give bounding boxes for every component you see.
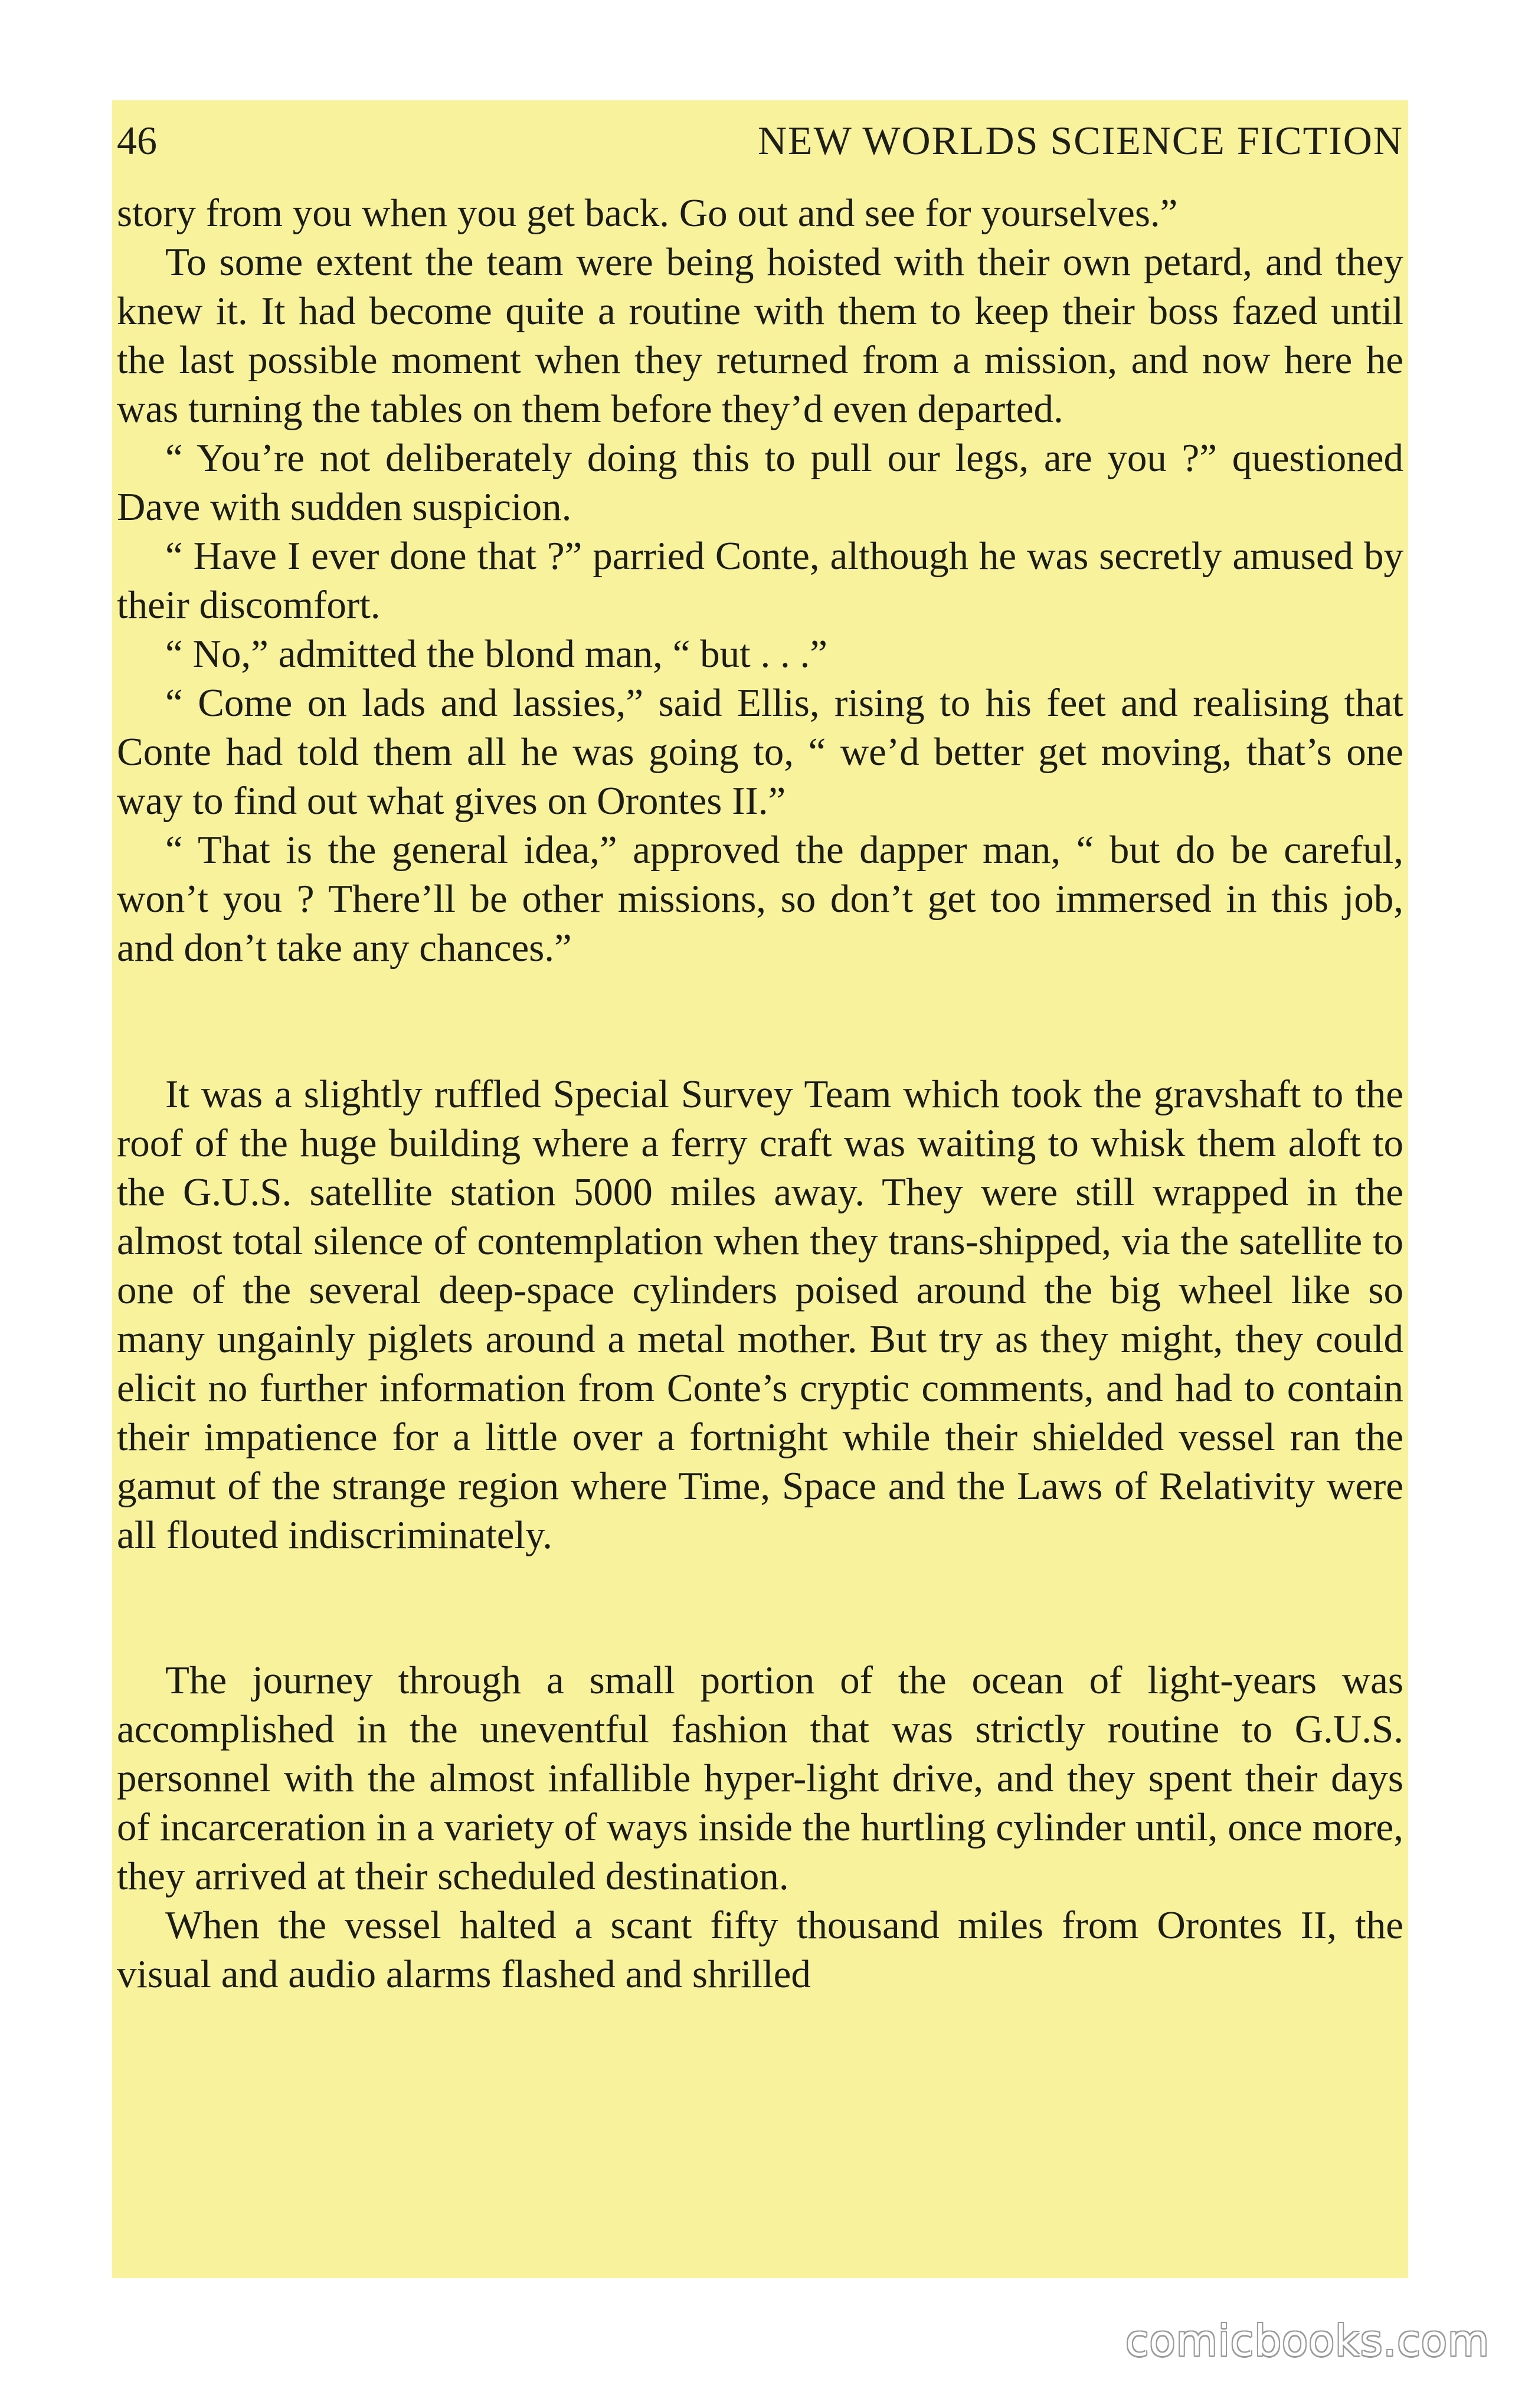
- section-break: [117, 1560, 1403, 1656]
- story-text: [117, 189, 1403, 1999]
- paragraph: story from you when you get back. Go out and see for yourselves.”: [117, 191, 1178, 235]
- paragraph: “ Have I ever done that ?” parried Conte, although he was secretly amused by their discomfort.: [117, 534, 1403, 627]
- page-number: 46: [117, 118, 157, 163]
- running-title: NEW WORLDS SCIENCE FICTION: [757, 118, 1403, 163]
- section-break: [117, 973, 1403, 1070]
- paragraph: It was a slightly ruffled Special Survey Team which took the gravshaft to the roof of the huge building where a ferry craft was waiting to whisk them aloft to the G.U.S. satellite station 5000 miles away. They were still wrapped in the almost total silence of contemplation when they trans-shipped, via the satellite to one of the several deep-space cylinders poised around the big wheel like so many ungainly piglets around a metal mother. But try as they might, they could elicit no further information from Conte’s cryptic comments, and had to contain their impatience for a little over a fortnight while their shielded vessel ran the gamut of the strange region where Time, Space and the Laws of Relativity were all flouted indiscriminately.: [117, 1072, 1403, 1557]
- paragraph: “ You’re not deliberately doing this to pull our legs, are you ?” questioned Dave with sudden suspicion.: [117, 436, 1403, 529]
- paragraph: “ Come on lads and lassies,” said Ellis, rising to his feet and realising that Conte had told them all he was going to, “ we’d better get moving, that’s one way to find out what gives on Orontes II.”: [117, 681, 1403, 823]
- paragraph: “ No,” admitted the blond man, “ but . . .”: [165, 632, 827, 676]
- book-page: [112, 100, 1408, 2278]
- site-watermark: comicbooks.com: [1125, 2316, 1490, 2366]
- page-header: [117, 105, 1403, 176]
- paragraph: “ That is the general idea,” approved the dapper man, “ but do be careful, won’t you ? There’ll be other missions, so don’t get too immersed in this job, and don’t take any chances.”: [117, 828, 1403, 970]
- paragraph: To some extent the team were being hoisted with their own petard, and they knew it. It had become quite a routine with them to keep their boss fazed until the last possible moment when they returned from a mission, and now here he was turning the tables on them before they’d even departed.: [117, 240, 1403, 431]
- paragraph: The journey through a small portion of the ocean of light-years was accomplished in the uneventful fashion that was strictly routine to G.U.S. personnel with the almost infallible hyper-light drive, and they spent their days of incarceration in a variety of ways inside the hurtling cylinder until, once more, they arrived at their scheduled destination.: [117, 1658, 1403, 1898]
- paragraph: When the vessel halted a scant fifty thousand miles from Orontes II, the visual and audio alarms flashed and shrilled: [117, 1903, 1403, 1996]
